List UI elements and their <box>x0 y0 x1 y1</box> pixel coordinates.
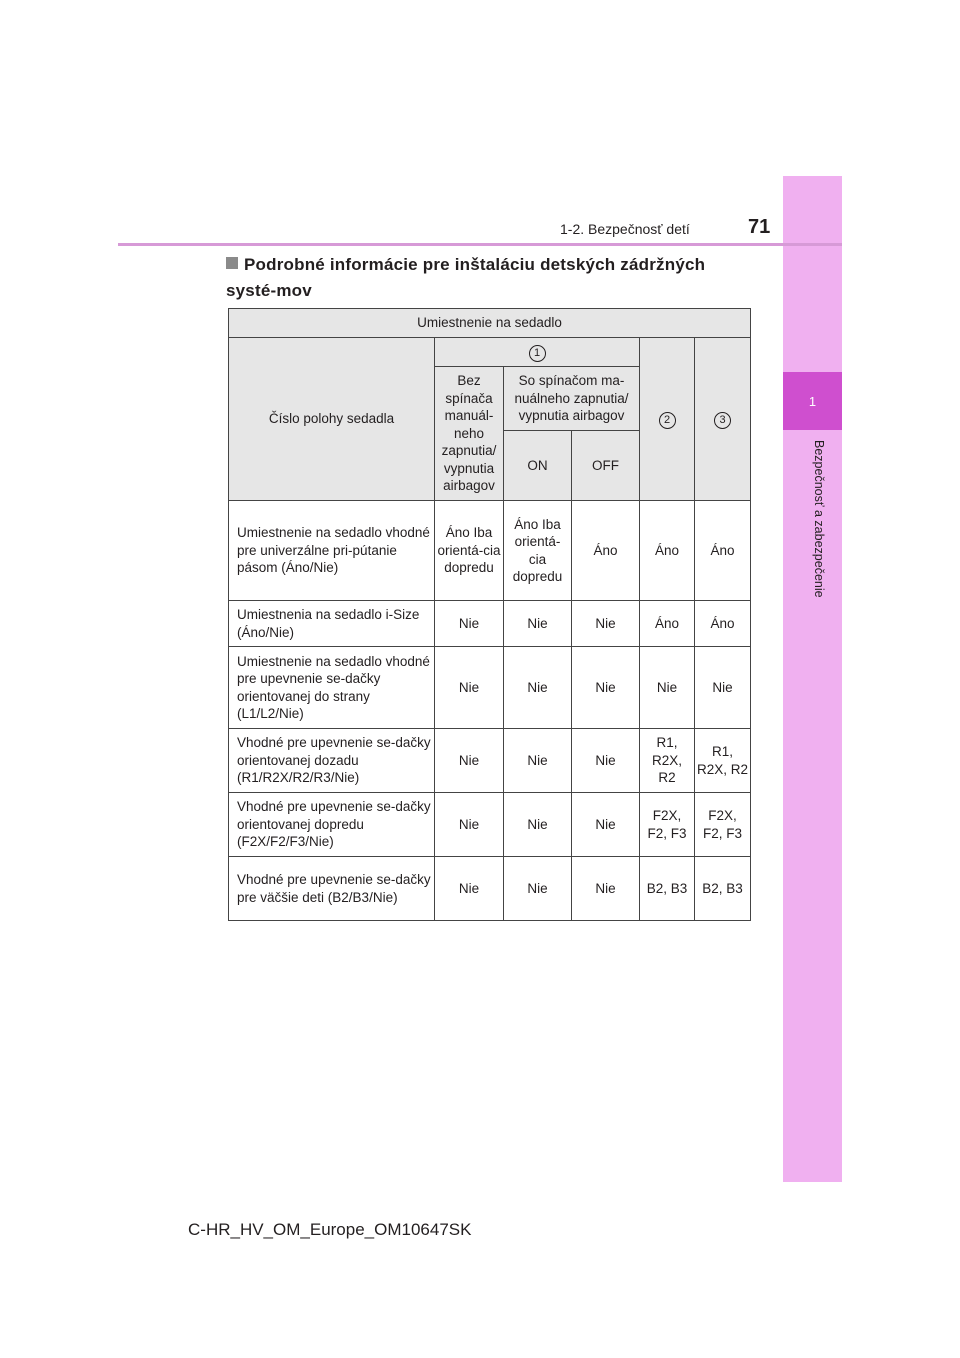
cell: Nie <box>504 601 572 647</box>
cell: Áno <box>695 501 751 601</box>
cell: Áno <box>572 501 640 601</box>
document-footer: C-HR_HV_OM_Europe_OM10647SK <box>188 1220 472 1239</box>
table-row <box>229 647 751 729</box>
cell: Nie <box>572 729 640 793</box>
subheading <box>226 252 756 304</box>
cell: Nie <box>504 729 572 793</box>
cell: Nie <box>572 793 640 857</box>
cell: Nie <box>572 647 640 729</box>
chapter-side-tab <box>783 176 842 1182</box>
cell: B2, B3 <box>640 857 695 921</box>
cell: B2, B3 <box>695 857 751 921</box>
cell: R1, R2X, R2 <box>695 729 751 793</box>
table-row <box>229 729 751 793</box>
position-3-badge: 3 <box>714 412 731 429</box>
cell: F2X, F2, F3 <box>640 793 695 857</box>
section-title: 1-2. Bezpečnosť detí <box>560 221 690 237</box>
cell: Áno <box>640 601 695 647</box>
cell: Nie <box>435 647 504 729</box>
square-bullet-icon <box>226 257 238 269</box>
cell: Nie <box>435 857 504 921</box>
cell: Nie <box>435 601 504 647</box>
row-label: Vhodné pre upevnenie se-dačky orientovanej dozadu (R1/R2X/R2/R3/Nie) <box>229 729 435 793</box>
child-seat-installation-table <box>228 308 751 921</box>
off-header: OFF <box>572 431 640 501</box>
cell: Nie <box>504 647 572 729</box>
cell: Áno <box>640 501 695 601</box>
cell: F2X, F2, F3 <box>695 793 751 857</box>
cell: Nie <box>572 857 640 921</box>
table-row-header: Číslo polohy sedadla <box>229 338 435 501</box>
chapter-title: Bezpečnosť a zabezpečenie <box>812 440 826 598</box>
row-label: Umiestnenia na sedadlo i-Size (Áno/Nie) <box>229 601 435 647</box>
header-rule <box>118 243 842 246</box>
position-1-badge: 1 <box>529 345 546 362</box>
without-switch-header: Bez spínača manuál-neho zapnutia/ vypnutia airbagov <box>435 367 504 501</box>
table-row <box>229 601 751 647</box>
cell: Nie <box>504 857 572 921</box>
row-label: Vhodné pre upevnenie se-dačky pre väčšie deti (B2/B3/Nie) <box>229 857 435 921</box>
row-label: Umiestnenie na sedadlo vhodné pre upevnenie se-dačky orientovanej do strany (L1/L2/Nie) <box>229 647 435 729</box>
row-label: Umiestnenie na sedadlo vhodné pre univerzálne pri-pútanie pásom (Áno/Nie) <box>229 501 435 601</box>
table-top-header: Umiestnenie na sedadlo <box>229 309 751 338</box>
page-number: 71 <box>748 216 771 238</box>
cell: Nie <box>572 601 640 647</box>
cell: Nie <box>435 729 504 793</box>
cell: R1, R2X, R2 <box>640 729 695 793</box>
position-3-header <box>695 338 751 501</box>
subheading-text: Podrobné informácie pre inštaláciu detských zádržných systé-mov <box>226 255 706 300</box>
position-2-badge: 2 <box>659 412 676 429</box>
table-row <box>229 501 751 601</box>
position-1-header <box>435 338 640 367</box>
cell: Áno <box>695 601 751 647</box>
table-row <box>229 857 751 921</box>
cell: Nie <box>695 647 751 729</box>
on-header: ON <box>504 431 572 501</box>
cell: Áno Iba orientá-cia dopredu <box>504 501 572 601</box>
table-row <box>229 793 751 857</box>
cell: Nie <box>640 647 695 729</box>
with-switch-header: So spínačom ma-nuálneho zapnutia/ vypnutia airbagov <box>504 367 640 431</box>
cell: Nie <box>435 793 504 857</box>
cell: Áno Iba orientá-cia dopredu <box>435 501 504 601</box>
position-2-header <box>640 338 695 501</box>
cell: Nie <box>504 793 572 857</box>
row-label: Vhodné pre upevnenie se-dačky orientovanej dopredu (F2X/F2/F3/Nie) <box>229 793 435 857</box>
chapter-number: 1 <box>783 372 842 430</box>
